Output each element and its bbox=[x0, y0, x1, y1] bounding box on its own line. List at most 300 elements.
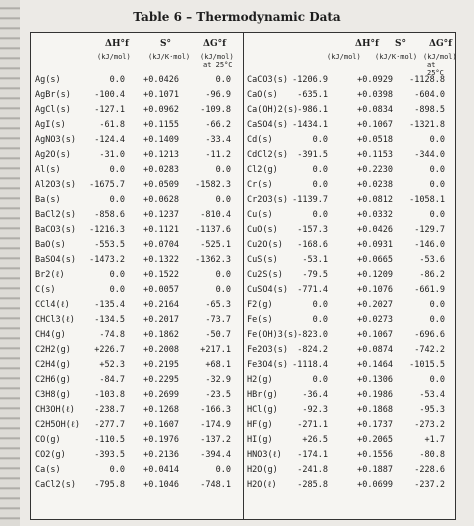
s-value: +0.0426 bbox=[357, 225, 393, 235]
dh-value: -635.1 bbox=[297, 90, 328, 100]
dh-value: -391.5 bbox=[297, 150, 328, 160]
compound-name: Fe3O4(s) bbox=[247, 360, 288, 370]
s-units-right: (kJ/K·mol) bbox=[375, 53, 418, 61]
compound-name: BaO(s) bbox=[35, 240, 66, 250]
s-value: +0.0704 bbox=[143, 240, 179, 250]
compound-name: Ba(s) bbox=[35, 195, 61, 205]
table-row bbox=[243, 208, 455, 223]
table-row bbox=[31, 253, 243, 268]
s-value: +0.2699 bbox=[143, 390, 179, 400]
page-title: Table 6 – Thermodynamic Data bbox=[133, 10, 341, 24]
compound-name: H2O(ℓ) bbox=[247, 480, 277, 490]
s-value: +0.2195 bbox=[143, 360, 179, 370]
table-row bbox=[243, 298, 455, 313]
dg-value: 0.0 bbox=[215, 75, 231, 85]
s-value: +0.2164 bbox=[143, 300, 179, 310]
dg-value: -166.3 bbox=[200, 405, 231, 415]
table-row bbox=[31, 73, 243, 88]
table-row bbox=[243, 73, 455, 88]
compound-name: Cd(s) bbox=[247, 135, 273, 145]
compound-name: C2H5OH(ℓ) bbox=[35, 420, 81, 430]
dg-value: -80.8 bbox=[419, 450, 445, 460]
s-value: +0.0332 bbox=[357, 210, 393, 220]
table-row bbox=[243, 373, 455, 388]
dg-value: 0.0 bbox=[429, 210, 445, 220]
dg-units: (kJ/mol) bbox=[200, 53, 234, 61]
dg-value: 0.0 bbox=[215, 165, 231, 175]
dh-value: -393.5 bbox=[94, 450, 125, 460]
dh-value: 0.0 bbox=[312, 165, 328, 175]
dh-value: -1675.7 bbox=[89, 180, 125, 190]
dh-value: 0.0 bbox=[312, 375, 328, 385]
compound-name: H2(g) bbox=[247, 375, 273, 385]
dg-value: -237.2 bbox=[414, 480, 445, 490]
dg-value: -1015.5 bbox=[409, 360, 445, 370]
dg-value: +68.1 bbox=[205, 360, 231, 370]
dh-value: -31.0 bbox=[99, 150, 125, 160]
compound-name: Ag2O(s) bbox=[35, 150, 71, 160]
dh-value: -157.3 bbox=[297, 225, 328, 235]
left-rows bbox=[31, 73, 243, 493]
dh-value: -134.5 bbox=[94, 315, 125, 325]
dh-value: -277.7 bbox=[94, 420, 125, 430]
table-row bbox=[243, 463, 455, 478]
dg-value: -1582.3 bbox=[195, 180, 231, 190]
table-row bbox=[31, 433, 243, 448]
s-value: +0.1076 bbox=[357, 285, 393, 295]
dh-value: -823.0 bbox=[297, 330, 328, 340]
table-row bbox=[31, 328, 243, 343]
table-row bbox=[243, 448, 455, 463]
table-row bbox=[31, 193, 243, 208]
table-row bbox=[31, 133, 243, 148]
dg-value: -95.3 bbox=[419, 405, 445, 415]
s-value: +0.0874 bbox=[357, 345, 393, 355]
compound-name: C3H8(g) bbox=[35, 390, 71, 400]
left-column bbox=[31, 33, 244, 519]
dg-value: 0.0 bbox=[215, 285, 231, 295]
s-value: +0.2008 bbox=[143, 345, 179, 355]
table-row bbox=[31, 448, 243, 463]
dg-value: -137.2 bbox=[200, 435, 231, 445]
table-row bbox=[243, 163, 455, 178]
dh-value: -61.8 bbox=[99, 120, 125, 130]
compound-name: BaCO3(s) bbox=[35, 225, 76, 235]
dh-value: -92.3 bbox=[302, 405, 328, 415]
s-header: S° bbox=[160, 39, 171, 49]
dg-value: 0.0 bbox=[215, 270, 231, 280]
s-value: +0.0283 bbox=[143, 165, 179, 175]
dg-value: -73.7 bbox=[205, 315, 231, 325]
dh-value: -124.4 bbox=[94, 135, 125, 145]
dh-value: -135.4 bbox=[94, 300, 125, 310]
dh-value: -824.2 bbox=[297, 345, 328, 355]
table-row bbox=[243, 358, 455, 373]
dg-value: -1362.3 bbox=[195, 255, 231, 265]
dg-value: 0.0 bbox=[429, 375, 445, 385]
s-header-right: S° bbox=[395, 39, 406, 49]
s-value: +0.0929 bbox=[357, 75, 393, 85]
compound-name: CO(g) bbox=[35, 435, 61, 445]
s-value: +0.0665 bbox=[357, 255, 393, 265]
dg-value: -661.9 bbox=[414, 285, 445, 295]
dg-value: 0.0 bbox=[215, 195, 231, 205]
dg-value: +217.1 bbox=[200, 345, 231, 355]
compound-name: Cu(s) bbox=[247, 210, 273, 220]
dg-value: -109.8 bbox=[200, 105, 231, 115]
compound-name: Cu2S(s) bbox=[247, 270, 283, 280]
dg-value: -33.4 bbox=[205, 135, 231, 145]
dg-value: -1128.8 bbox=[409, 75, 445, 85]
table-row bbox=[31, 118, 243, 133]
table-row bbox=[31, 478, 243, 493]
compound-name: Al(s) bbox=[35, 165, 61, 175]
s-value: +0.0518 bbox=[357, 135, 393, 145]
compound-name: Cr2O3(s) bbox=[247, 195, 288, 205]
dh-value: 0.0 bbox=[312, 135, 328, 145]
dg-value: -1321.8 bbox=[409, 120, 445, 130]
compound-name: CaSO4(s) bbox=[247, 120, 288, 130]
compound-name: Fe(s) bbox=[247, 315, 273, 325]
dh-value: -771.4 bbox=[297, 285, 328, 295]
dh-value: -84.7 bbox=[99, 375, 125, 385]
dg-value: -146.0 bbox=[414, 240, 445, 250]
s-value: +0.1268 bbox=[143, 405, 179, 415]
table-row bbox=[31, 403, 243, 418]
compound-name: H2O(g) bbox=[247, 465, 278, 475]
s-value: +0.1464 bbox=[357, 360, 393, 370]
dg-value: -1058.1 bbox=[409, 195, 445, 205]
dh-value: -53.1 bbox=[302, 255, 328, 265]
s-value: +0.2295 bbox=[143, 375, 179, 385]
dh-value: -174.1 bbox=[297, 450, 328, 460]
s-value: +0.1976 bbox=[143, 435, 179, 445]
s-value: +0.1409 bbox=[143, 135, 179, 145]
left-header bbox=[31, 39, 243, 73]
compound-name: Br2(ℓ) bbox=[35, 270, 65, 280]
right-header bbox=[243, 39, 457, 77]
s-value: +0.1868 bbox=[357, 405, 393, 415]
compound-name: HI(g) bbox=[247, 435, 273, 445]
dh-value: 0.0 bbox=[312, 300, 328, 310]
s-value: +0.1737 bbox=[357, 420, 393, 430]
dh-value: 0.0 bbox=[109, 270, 125, 280]
compound-name: Cl2(g) bbox=[247, 165, 278, 175]
s-value: +0.2065 bbox=[357, 435, 393, 445]
s-value: +0.0426 bbox=[143, 75, 179, 85]
table-row bbox=[243, 178, 455, 193]
dg-header: ΔG°f bbox=[203, 39, 227, 49]
dg-units-right: (kJ/mol) bbox=[423, 53, 457, 61]
dg-value: -86.2 bbox=[419, 270, 445, 280]
dg-value: -525.1 bbox=[200, 240, 231, 250]
s-value: +0.1522 bbox=[143, 270, 179, 280]
s-value: +0.0962 bbox=[143, 105, 179, 115]
s-value: +0.1237 bbox=[143, 210, 179, 220]
right-rows bbox=[243, 73, 455, 493]
table-row bbox=[243, 418, 455, 433]
dg-value: -11.2 bbox=[205, 150, 231, 160]
dh-value: -1206.9 bbox=[292, 75, 328, 85]
s-value: +0.0834 bbox=[357, 105, 393, 115]
compound-name: Fe(OH)3(s) bbox=[247, 330, 299, 340]
table-row bbox=[31, 238, 243, 253]
compound-name: CuO(s) bbox=[247, 225, 278, 235]
table-row bbox=[243, 238, 455, 253]
dg-value: -742.2 bbox=[414, 345, 445, 355]
dg-value: -23.5 bbox=[205, 390, 231, 400]
s-value: +0.0628 bbox=[143, 195, 179, 205]
dg-value: -50.7 bbox=[205, 330, 231, 340]
table-row bbox=[31, 298, 243, 313]
table-row bbox=[243, 133, 455, 148]
compound-name: BaCl2(s) bbox=[35, 210, 76, 220]
table-row bbox=[31, 463, 243, 478]
compound-name: AgCl(s) bbox=[35, 105, 71, 115]
compound-name: BaSO4(s) bbox=[35, 255, 76, 265]
compound-name: CH4(g) bbox=[35, 330, 66, 340]
compound-name: AgNO3(s) bbox=[35, 135, 76, 145]
dh-value: -553.5 bbox=[94, 240, 125, 250]
dg-value: -748.1 bbox=[200, 480, 231, 490]
dh-value: -79.5 bbox=[302, 270, 328, 280]
dh-value: -795.8 bbox=[94, 480, 125, 490]
s-value: +0.0238 bbox=[357, 180, 393, 190]
dh-value: 0.0 bbox=[312, 180, 328, 190]
s-units: (kJ/K·mol) bbox=[148, 53, 191, 61]
compound-name: C2H2(g) bbox=[35, 345, 71, 355]
dg-temp: at 25°C bbox=[203, 61, 233, 69]
dg-value: -1137.6 bbox=[195, 225, 231, 235]
dh-value: -238.7 bbox=[94, 405, 125, 415]
dg-value: 0.0 bbox=[429, 135, 445, 145]
s-value: +0.1071 bbox=[143, 90, 179, 100]
s-value: +0.1209 bbox=[357, 270, 393, 280]
table-row bbox=[31, 343, 243, 358]
dg-temp-right: at 25°C bbox=[427, 61, 444, 77]
dh-value: 0.0 bbox=[312, 210, 328, 220]
dg-value: +1.7 bbox=[424, 435, 445, 445]
dh-value: 0.0 bbox=[109, 165, 125, 175]
s-value: +0.1121 bbox=[143, 225, 179, 235]
compound-name: C2H4(g) bbox=[35, 360, 71, 370]
dh-value: 0.0 bbox=[109, 75, 125, 85]
dh-header-right: ΔH°f bbox=[355, 39, 379, 49]
table-row bbox=[243, 88, 455, 103]
compound-name: C2H6(g) bbox=[35, 375, 71, 385]
right-column bbox=[243, 33, 455, 519]
s-value: +0.1322 bbox=[143, 255, 179, 265]
compound-name: Ca(OH)2(s) bbox=[247, 105, 299, 115]
table-row bbox=[243, 313, 455, 328]
s-value: +0.1862 bbox=[143, 330, 179, 340]
compound-name: Ag(s) bbox=[35, 75, 61, 85]
table-row bbox=[243, 103, 455, 118]
dg-value: -53.6 bbox=[419, 255, 445, 265]
dg-value: -273.2 bbox=[414, 420, 445, 430]
dh-value: -103.8 bbox=[94, 390, 125, 400]
s-value: +0.0699 bbox=[357, 480, 393, 490]
table-row bbox=[31, 88, 243, 103]
dh-value: -241.8 bbox=[297, 465, 328, 475]
s-value: +0.1607 bbox=[143, 420, 179, 430]
table-row bbox=[31, 268, 243, 283]
table-row bbox=[31, 283, 243, 298]
dh-units: (kJ/mol) bbox=[97, 53, 131, 61]
compound-name: CaCl2(s) bbox=[35, 480, 76, 490]
dh-value: -1139.7 bbox=[292, 195, 328, 205]
s-value: +0.2027 bbox=[357, 300, 393, 310]
compound-name: C(s) bbox=[35, 285, 56, 295]
compound-name: CO2(g) bbox=[35, 450, 66, 460]
dh-value: -285.8 bbox=[297, 480, 328, 490]
table-row bbox=[31, 163, 243, 178]
dg-value: -53.4 bbox=[419, 390, 445, 400]
table-row bbox=[31, 178, 243, 193]
table-row bbox=[31, 148, 243, 163]
dg-value: -810.4 bbox=[200, 210, 231, 220]
s-value: +0.1213 bbox=[143, 150, 179, 160]
dh-value: -74.8 bbox=[99, 330, 125, 340]
dh-value: +226.7 bbox=[94, 345, 125, 355]
dh-units-right: (kJ/mol) bbox=[327, 53, 361, 61]
dh-value: -110.5 bbox=[94, 435, 125, 445]
table-row bbox=[243, 268, 455, 283]
dh-value: -127.1 bbox=[94, 105, 125, 115]
compound-name: Ca(s) bbox=[35, 465, 61, 475]
dg-value: 0.0 bbox=[429, 165, 445, 175]
table-row bbox=[243, 253, 455, 268]
s-value: +0.2017 bbox=[143, 315, 179, 325]
dg-value: -66.2 bbox=[205, 120, 231, 130]
compound-name: HNO3(ℓ) bbox=[247, 450, 282, 460]
dg-value: -696.6 bbox=[414, 330, 445, 340]
s-value: +0.0509 bbox=[143, 180, 179, 190]
table-row bbox=[31, 373, 243, 388]
compound-name: CdCl2(s) bbox=[247, 150, 288, 160]
table-row bbox=[243, 343, 455, 358]
s-value: +0.1306 bbox=[357, 375, 393, 385]
notebook-spiral bbox=[0, 0, 20, 526]
dh-value: -1118.4 bbox=[292, 360, 328, 370]
table-row bbox=[243, 388, 455, 403]
s-value: +0.0931 bbox=[357, 240, 393, 250]
dg-value: -65.3 bbox=[205, 300, 231, 310]
dg-value: 0.0 bbox=[215, 465, 231, 475]
table-row bbox=[243, 328, 455, 343]
compound-name: Cu2O(s) bbox=[247, 240, 283, 250]
compound-name: CuSO4(s) bbox=[247, 285, 288, 295]
s-value: +0.2136 bbox=[143, 450, 179, 460]
compound-name: HCl(g) bbox=[247, 405, 278, 415]
dh-value: -36.4 bbox=[302, 390, 328, 400]
dh-header: ΔH°f bbox=[105, 39, 129, 49]
dg-value: 0.0 bbox=[429, 315, 445, 325]
s-value: +0.1887 bbox=[357, 465, 393, 475]
table-row bbox=[243, 223, 455, 238]
table-row bbox=[31, 223, 243, 238]
table-row bbox=[31, 418, 243, 433]
compound-name: HBr(g) bbox=[247, 390, 278, 400]
s-value: +0.2230 bbox=[357, 165, 393, 175]
s-value: +0.1155 bbox=[143, 120, 179, 130]
dh-value: -1216.3 bbox=[89, 225, 125, 235]
compound-name: Fe2O3(s) bbox=[247, 345, 288, 355]
s-value: +0.1986 bbox=[357, 390, 393, 400]
s-value: +0.0812 bbox=[357, 195, 393, 205]
dg-header-right: ΔG°f bbox=[429, 39, 453, 49]
compound-name: CH3OH(ℓ) bbox=[35, 405, 75, 415]
dg-value: -394.4 bbox=[200, 450, 231, 460]
compound-name: CuS(s) bbox=[247, 255, 278, 265]
compound-name: Al2O3(s) bbox=[35, 180, 76, 190]
s-value: +0.1046 bbox=[143, 480, 179, 490]
compound-name: CaCO3(s) bbox=[247, 75, 288, 85]
thermodynamic-table bbox=[30, 32, 456, 520]
dg-value: -129.7 bbox=[414, 225, 445, 235]
compound-name: CCl4(ℓ) bbox=[35, 300, 70, 310]
dh-value: 0.0 bbox=[109, 285, 125, 295]
dg-value: -898.5 bbox=[414, 105, 445, 115]
compound-name: CHCl3(ℓ) bbox=[35, 315, 75, 325]
compound-name: CaO(s) bbox=[247, 90, 278, 100]
compound-name: Cr(s) bbox=[247, 180, 273, 190]
s-value: +0.1153 bbox=[357, 150, 393, 160]
s-value: +0.1067 bbox=[357, 330, 393, 340]
dg-value: -228.6 bbox=[414, 465, 445, 475]
dg-value: -32.9 bbox=[205, 375, 231, 385]
dh-value: -858.6 bbox=[94, 210, 125, 220]
table-row bbox=[31, 103, 243, 118]
table-row bbox=[243, 283, 455, 298]
compound-name: AgBr(s) bbox=[35, 90, 71, 100]
dh-value: -271.1 bbox=[297, 420, 328, 430]
dg-value: 0.0 bbox=[429, 300, 445, 310]
table-row bbox=[243, 118, 455, 133]
dh-value: +52.3 bbox=[99, 360, 125, 370]
table-row bbox=[243, 193, 455, 208]
dh-value: 0.0 bbox=[109, 195, 125, 205]
compound-name: AgI(s) bbox=[35, 120, 66, 130]
table-row bbox=[31, 388, 243, 403]
compound-name: HF(g) bbox=[247, 420, 273, 430]
table-row bbox=[243, 403, 455, 418]
dh-value: -168.6 bbox=[297, 240, 328, 250]
s-value: +0.0398 bbox=[357, 90, 393, 100]
compound-name: F2(g) bbox=[247, 300, 273, 310]
s-value: +0.1067 bbox=[357, 120, 393, 130]
dh-value: 0.0 bbox=[109, 465, 125, 475]
s-value: +0.0273 bbox=[357, 315, 393, 325]
dg-value: 0.0 bbox=[429, 180, 445, 190]
dh-value: -986.1 bbox=[297, 105, 328, 115]
table-row bbox=[243, 478, 455, 493]
s-value: +0.0414 bbox=[143, 465, 179, 475]
s-value: +0.1556 bbox=[357, 450, 393, 460]
table-row bbox=[243, 433, 455, 448]
dg-value: -96.9 bbox=[205, 90, 231, 100]
dh-value: -100.4 bbox=[94, 90, 125, 100]
s-value: +0.0057 bbox=[143, 285, 179, 295]
table-row bbox=[243, 148, 455, 163]
dh-value: 0.0 bbox=[312, 315, 328, 325]
dg-value: -344.0 bbox=[414, 150, 445, 160]
table-row bbox=[31, 358, 243, 373]
table-row bbox=[31, 313, 243, 328]
dh-value: +26.5 bbox=[302, 435, 328, 445]
dh-value: -1473.2 bbox=[89, 255, 125, 265]
dh-value: -1434.1 bbox=[292, 120, 328, 130]
